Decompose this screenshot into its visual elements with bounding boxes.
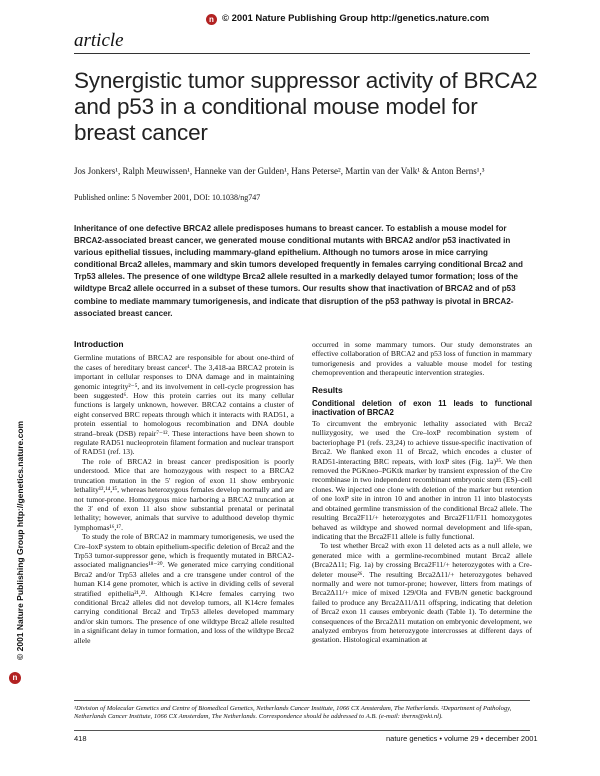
page-number: 418 (74, 734, 87, 743)
results-subheading: Conditional deletion of exon 11 leads to functional inactivation of BRCA2 (312, 399, 532, 418)
journal-info: nature genetics • volume 29 • december 2001 (386, 734, 538, 743)
publication-info: Published online: 5 November 2001, DOI: 10.1038/ng747 (74, 193, 261, 202)
results-paragraph-2: To test whether Brca2 with exon 11 deleted acts as a null allele, we generated mice with a germline-recombined mutant Brca2 allele (Brca2Δ11; Fig. 1a) by crossing Brca2F11/+ heterozygotes with a Cre-deleter mouse²⁶. The resulting Brca2Δ11/+ heterozygotes behaved normally and were not tumor-prone; however, litters from matings of Brca2Δ11/+ mice of mixed 129/Ola and FVB/N genetic background failed to produce any Brca2Δ11/Δ11 offspring, indicating that deletion of Brca2 exon 11 causes embryonic death (Table 1). To determine the consequences of the Brca2Δ11 mutation on embryonic development, we analyzed embryos from heterozygote intercrosses at different days of gestation. Histological examination at (312, 541, 532, 645)
introduction-heading: Introduction (74, 339, 124, 349)
intro-paragraph-2: The role of BRCA2 in breast cancer predisposition is poorly understood. Mice that are homozygous with respect to a BRCA2 truncation mutation in the 5′ region of exon 11 show embryonic lethality¹²,¹⁴,¹⁵, whereas heterozygous females develop normally and are not tumor-prone. Homozygous mice harboring a BRCA2 truncation at the 3′ end of exon 11 also show substantial prenatal or perinatal lethality; however, animals that survive to adulthood develop thymic lymphomas¹⁶,¹⁷. (74, 456, 294, 532)
results-heading: Results (312, 384, 343, 395)
intro-paragraph-4: occurred in some mammary tumors. Our study demonstrates an effective collaboration of BRCA2 and p53 loss of function in mammary tumorigenesis and provides a valuable mouse model for testing chemoprevention and therapeutic intervention strategies. (312, 340, 532, 378)
intro-paragraph-1: Germline mutations of BRCA2 are responsible for about one-third of the cases of hereditary breast cancer¹. The 3,418-aa BRCA2 protein is important in cellular responses to DNA damage and in maintaining genomic integrity²⁻⁵, and its involvement in cell-cycle progression has been suggested⁶. How this protein carries out its many cellular functions is largely unknown, however. BRCA2 contains a cluster of eight conserved BRC repeats through which it interacts with RAD51, a protein essential to homologous recombination and DNA double strand–break (DSB) repair⁷⁻¹². These interactions have been shown to regulate RAD51 nucleoprotein filament formation and nuclear transport of RAD51 (ref. 13). (74, 353, 294, 457)
side-copyright-text: © 2001 Nature Publishing Group http://genetics.nature.com (15, 420, 25, 660)
spacer (312, 378, 532, 386)
article-title: Synergistic tumor suppressor activity of BRCA2 and p53 in a conditional mouse model for breast cancer (74, 68, 538, 145)
affiliations-footnote: ¹Division of Molecular Genetics and Centre of Biomedical Genetics, Netherlands Cancer Institute, 1066 CX Amsterdam, The Netherlands. ²Department of Pathology, Netherlands Cancer Institute, 1066 CX Amsterdam, The Netherlands. Correspondence should be addressed to A.B. (e-mail: tberns@nki.nl). (74, 705, 512, 720)
side-copyright-strip (6, 250, 24, 730)
right-column (312, 340, 532, 645)
abstract: Inheritance of one defective BRCA2 allele predisposes humans to breast cancer. To establish a mouse model for BRCA2-associated breast cancer, we generated mouse conditional mutants with BRCA2 and/or p53 inactivated in various epithelial tissues, including mammary-gland epithelium. Although no tumors arose in mice carrying conditional Brca2 alleles, mammary and skin tumors developed frequently in females carrying conditional Brca2 and Trp53 alleles. The presence of one wildtype Brca2 allele resulted in a markedly delayed tumor formation; loss of the wildtype Brca2 allele occurred in a subset of these tumors. Our results show that inactivation of BRCA2 and of p53 combine to mediate mammary tumorigenesis, and indicate that disruption of the p53 pathway is pivotal in BRCA2-associated breast cancer. (74, 224, 523, 318)
header-rule (74, 53, 530, 54)
intro-paragraph-3: To study the role of BRCA2 in mammary tumorigenesis, we used the Cre–loxP system to obtain epithelium-specific deletion of Brca2 and the Trp53 tumor-suppressor gene, which is frequently mutated in BRCA2-associated malignancies¹⁸⁻²⁰. We generated mice carrying conditional Brca2 and/or Trp53 alleles and a cre transgene under control of the human K14 gene promoter, which is active in dividing cells of several stratified epithelia²¹,²². Although K14cre females carrying two conditional Brca2 alleles did not develop tumors, all K14cre females carrying conditional Brca2 and Trp53 alleles developed mammary and/or skin tumors. The presence of one wildtype Brca2 allele resulted in a significant delay in tumor formation, and loss of the wildtype Brca2 allele (74, 532, 294, 645)
section-label: article (74, 30, 124, 51)
author-list: Jos Jonkers¹, Ralph Meuwissen¹, Hanneke van der Gulden¹, Hans Peterse², Martin van der Valk¹ & Anton Berns¹,³ (74, 166, 485, 176)
footnote-rule (74, 700, 530, 701)
npg-logo-icon: n (206, 14, 217, 25)
left-column (74, 340, 294, 645)
footer-rule (74, 730, 530, 731)
copyright-line: © 2001 Nature Publishing Group http://genetics.nature.com (222, 13, 490, 24)
running-header (74, 14, 530, 26)
results-paragraph-1: To circumvent the embryonic lethality associated with Brca2 nullizygosity, we used the Cre–loxP recombination system of bacteriophage P1 (refs. 23,24) to achieve tissue-specific inactivation of Brca2. We flanked exon 11 of Brca2, which encodes a cluster of RAD51-interacting BRC repeats, with loxP sites (Fig. 1a)²⁵. We then removed the PGKneo–PGKtk marker by transient expression of the Cre recombinase in two independent recombinant embryonic stem (ES)–cell clones. We injected one clone with deletion of the marker but retention of one loxP site in intron 10 and another in intron 11 into blastocysts and obtained germline transmission of the conditional Brca2 allele. The resulting Brca2F11/+ heterozygotes and Brca2F11/F11 homozygotes behaved as wildtype and showed normal development and life-span, indicating that the Brca2F11 allele is fully functional. (312, 419, 532, 541)
side-npg-logo-icon: n (9, 672, 21, 684)
